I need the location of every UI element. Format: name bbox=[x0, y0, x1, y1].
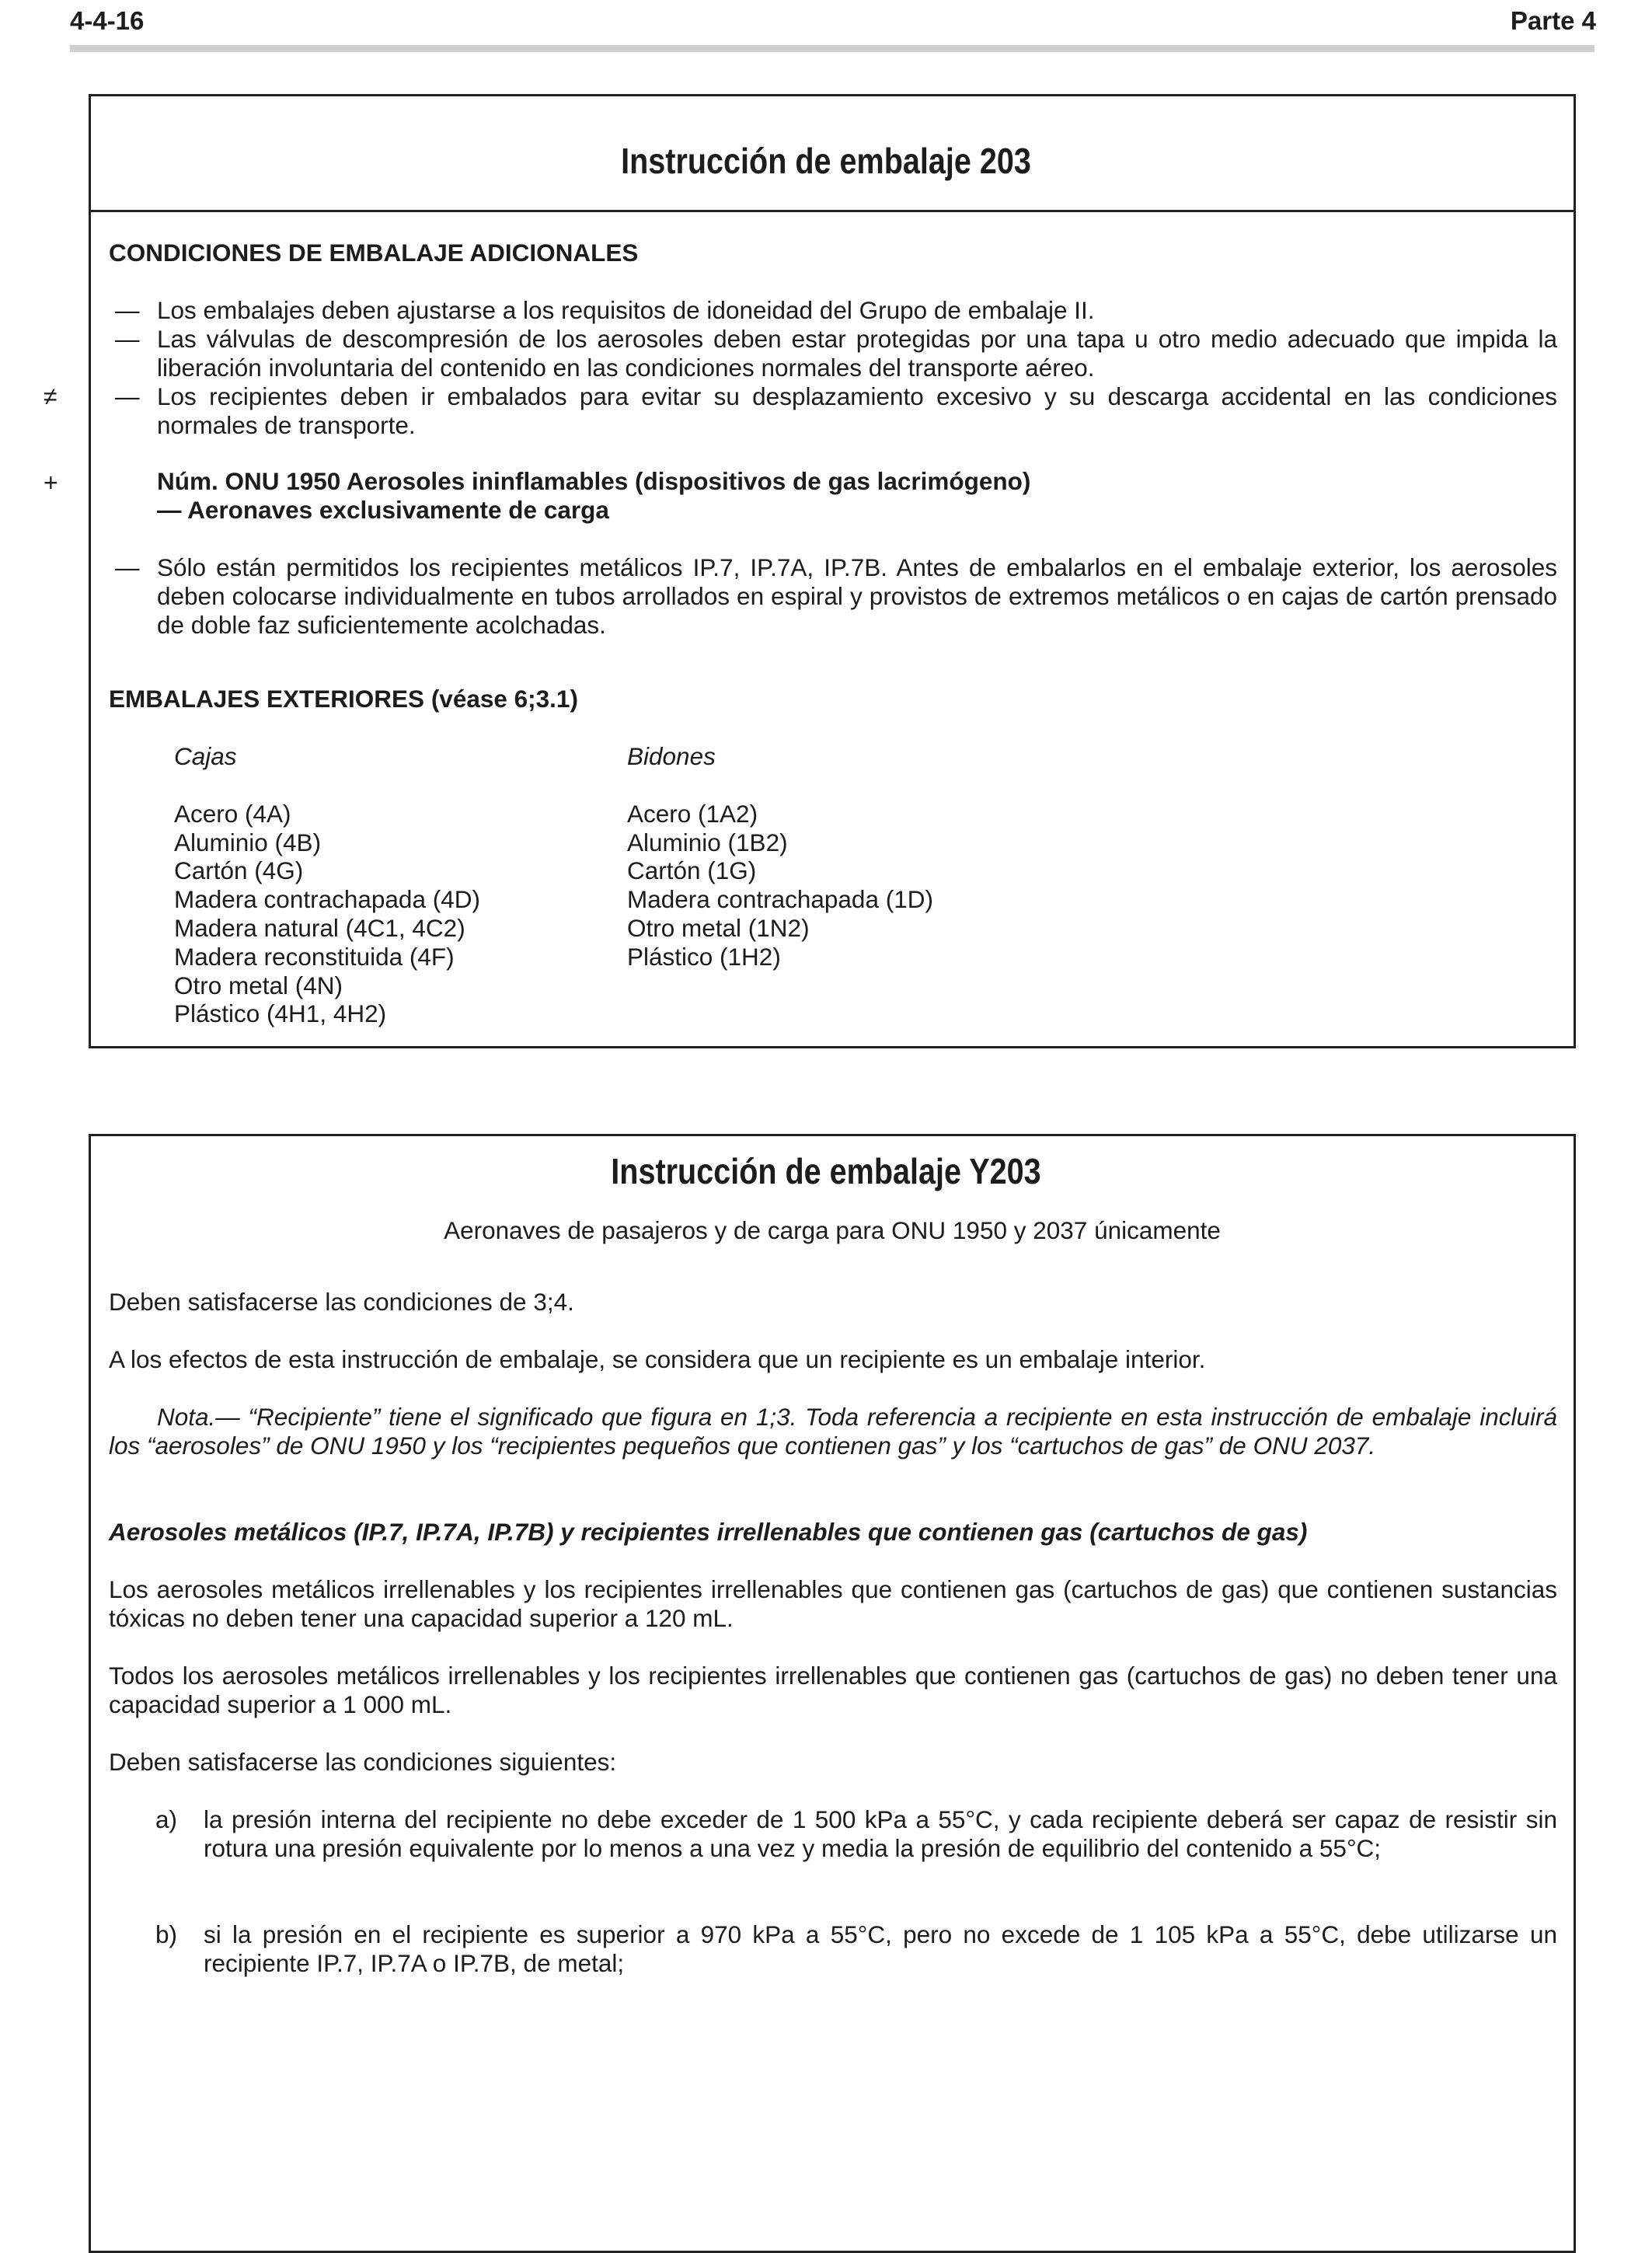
dash-bullet: — bbox=[115, 382, 140, 410]
outer-packagings-heading: EMBALAJES EXTERIORES (véase 6;3.1) bbox=[109, 685, 578, 713]
drum-type: Otro metal (1N2) bbox=[627, 913, 810, 942]
boxes-heading: Cajas bbox=[174, 742, 237, 770]
piY203-subheading: Aerosoles metálicos (IP.7, IP.7A, IP.7B) y recipientes irrellenables que contienen gas (cartuchos de gas) bbox=[109, 1518, 1308, 1546]
box-type: Aluminio (4B) bbox=[174, 828, 322, 856]
piY203-paragraph-1: Deben satisfacerse las condiciones de 3;4. bbox=[109, 1288, 574, 1316]
drum-type: Acero (1A2) bbox=[627, 799, 758, 828]
box-type: Acero (4A) bbox=[174, 799, 291, 828]
pi203-title: Instrucción de embalaje 203 bbox=[621, 141, 1031, 181]
condition-list-item bbox=[155, 1920, 1557, 1978]
un1950-text: Sólo están permitidos los recipientes metálicos IP.7, IP.7A, IP.7B. Antes de embalarlos en el embalaje exterior, los aerosoles deben colocarse individualmente en tubos arrollados en espiral y provistos de extremos metálicos o en cajas de cartón prensado de doble faz suficientemente acolchadas. bbox=[157, 553, 1557, 639]
addition-mark: + bbox=[44, 469, 58, 497]
piY203-subtitle: Aeronaves de pasajeros y de carga para ONU 1950 y 2037 únicamente bbox=[444, 1216, 1221, 1244]
box-type: Plástico (4H1, 4H2) bbox=[174, 999, 387, 1028]
drums-heading: Bidones bbox=[627, 742, 716, 770]
drums-column bbox=[627, 742, 933, 971]
additional-conditions-heading: CONDICIONES DE EMBALAJE ADICIONALES bbox=[109, 239, 639, 267]
un1950-heading-line2: — Aeronaves exclusivamente de carga bbox=[157, 496, 609, 524]
condition-text: Los recipientes deben ir embalados para evitar su desplazamiento excesivo y su descarga accidental en las condiciones normales de transporte. bbox=[157, 382, 1557, 439]
change-mark: ≠ bbox=[44, 382, 58, 410]
piY203-title: Instrucción de embalaje Y203 bbox=[611, 1151, 1041, 1191]
box-type: Madera contrachapada (4D) bbox=[174, 885, 480, 914]
list-text: si la presión en el recipiente es superior a 970 kPa a 55°C, pero no excede de 1 105 kPa a 55°C, debe utilizarse un recipiente IP.7, IP.7A o IP.7B, de metal; bbox=[204, 1920, 1557, 1977]
condition-item bbox=[115, 296, 1557, 325]
condition-text: Las válvulas de descompresión de los aerosoles deben estar protegidas por una tapa u otro medio adecuado que impida la liberación involuntaria del contenido en las condiciones normales del transporte aéreo. bbox=[157, 325, 1557, 382]
boxes-column bbox=[174, 742, 480, 1028]
dash-bullet: — bbox=[115, 325, 140, 353]
dash-bullet: — bbox=[115, 553, 140, 581]
un1950-heading-line1: Núm. ONU 1950 Aerosoles ininflamables (dispositivos de gas lacrimógeno) bbox=[157, 467, 1031, 495]
piY203-paragraph-4: Todos los aerosoles metálicos irrellenables y los recipientes irrellenables que contienen gas (cartuchos de gas) no deben tener una capacidad superior a 1 000 mL. bbox=[109, 1662, 1557, 1718]
box-type: Otro metal (4N) bbox=[174, 971, 343, 999]
drum-type: Aluminio (1B2) bbox=[627, 828, 788, 856]
page-number: 4-4-16 bbox=[70, 6, 145, 35]
part-label: Parte 4 bbox=[1510, 6, 1596, 35]
header-rule bbox=[70, 45, 1594, 52]
condition-text: Los embalajes deben ajustarse a los requisitos de idoneidad del Grupo de embalaje II. bbox=[157, 296, 1095, 324]
drum-type: Cartón (1G) bbox=[627, 856, 757, 885]
piY203-paragraph-2: A los efectos de esta instrucción de embalaje, se considera que un recipiente es un embalaje interior. bbox=[109, 1345, 1206, 1373]
box-type: Madera reconstituida (4F) bbox=[174, 942, 455, 971]
drum-type: Plástico (1H2) bbox=[627, 942, 781, 971]
dash-bullet: — bbox=[115, 296, 140, 324]
list-text: la presión interna del recipiente no debe exceder de 1 500 kPa a 55°C, y cada recipiente deberá ser capaz de resistir sin rotura una presión equivalente por lo menos a una vez y media la presión de equilibrio del contenido a 55°C; bbox=[204, 1805, 1557, 1862]
condition-list-item bbox=[155, 1805, 1557, 1863]
list-label: b) bbox=[155, 1920, 178, 1948]
piY203-note: Nota.— “Recipiente” tiene el significado que figura en 1;3. Toda referencia a recipiente en esta instrucción de embalaje incluirá los “aerosoles” de ONU 1950 y los “recipientes pequeños que contienen gas” y los “cartuchos de gas” de ONU 2037. bbox=[109, 1403, 1557, 1460]
piY203-paragraph-3: Los aerosoles metálicos irrellenables y los recipientes irrellenables que contienen gas (cartuchos de gas) que contienen sustancias tóxicas no deben tener una capacidad superior a 120 mL. bbox=[109, 1575, 1557, 1632]
un1950-condition bbox=[115, 553, 1557, 640]
piY203-paragraph-5: Deben satisfacerse las condiciones siguientes: bbox=[109, 1748, 617, 1776]
pi203-title-rule bbox=[89, 210, 1576, 212]
condition-item bbox=[115, 382, 1557, 440]
box-type: Madera natural (4C1, 4C2) bbox=[174, 913, 465, 942]
condition-item bbox=[115, 325, 1557, 382]
drum-type: Madera contrachapada (1D) bbox=[627, 885, 933, 914]
box-type: Cartón (4G) bbox=[174, 856, 304, 885]
list-label: a) bbox=[155, 1805, 178, 1833]
